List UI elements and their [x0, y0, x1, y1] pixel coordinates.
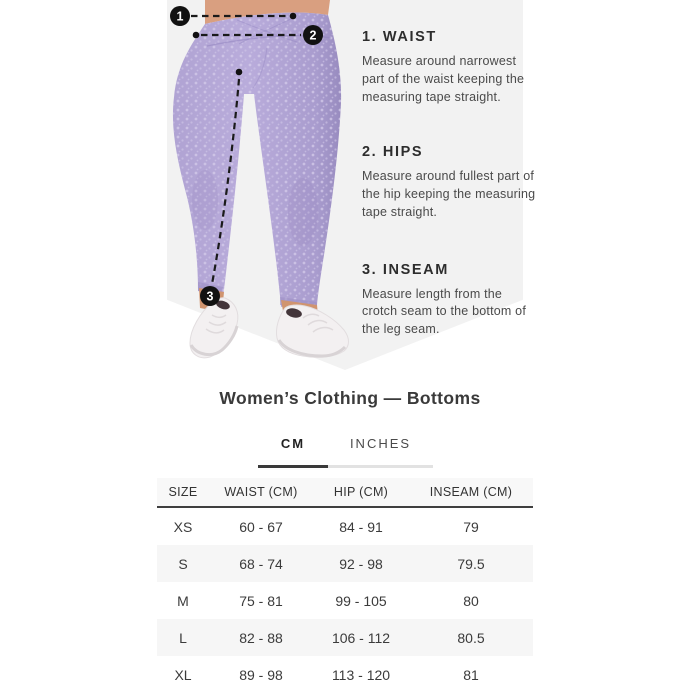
tab-inches-label: INCHES [349, 436, 412, 451]
marker-1-waist [170, 6, 190, 26]
tab-cm-label: CM [280, 436, 306, 451]
instruction-waist-title: 1. WAIST [362, 29, 437, 45]
cell-size: S [178, 555, 188, 572]
marker-1-label: 1 [176, 9, 184, 24]
instruction-waist [362, 29, 538, 106]
marker-2-hips [303, 25, 323, 45]
cell-waist: 75 - 81 [239, 592, 283, 609]
table-header-row [157, 478, 533, 507]
instruction-hips [362, 144, 538, 221]
waist-line-endpoint [290, 13, 297, 20]
column-header-inseam: INSEAM (CM) [409, 478, 533, 507]
cell-hip: 106 - 112 [331, 629, 391, 646]
size-table [157, 478, 533, 693]
cell-inseam: 79.5 [457, 555, 485, 572]
cell-waist: 68 - 74 [239, 555, 283, 572]
cell-waist: 60 - 67 [239, 518, 283, 535]
table-row-l [157, 619, 533, 656]
cell-hip: 84 - 91 [339, 518, 383, 535]
cell-hip: 113 - 120 [331, 666, 391, 683]
page-title: Women’s Clothing — Bottoms [219, 388, 481, 408]
tab-inches[interactable] [328, 432, 433, 468]
cell-inseam: 81 [463, 666, 479, 683]
column-header-waist: WAIST (CM) [209, 478, 313, 507]
cell-waist: 82 - 88 [239, 629, 283, 646]
cell-inseam: 80.5 [457, 629, 485, 646]
tab-cm[interactable] [258, 432, 328, 468]
instruction-waist-body: Measure around narrowest part of the waist keeping the measuring tape straight. [362, 54, 525, 104]
instruction-inseam [362, 262, 538, 339]
cell-inseam: 79 [463, 518, 479, 535]
marker-2-label: 2 [309, 28, 317, 43]
cell-hip: 92 - 98 [339, 555, 383, 572]
cell-size: XS [173, 518, 193, 535]
table-row-xl [157, 656, 533, 693]
instruction-hips-body: Measure around fullest part of the hip keeping the measuring tape straight. [362, 169, 536, 219]
inseam-line-endpoint [236, 69, 243, 76]
table-row-xs [157, 507, 533, 545]
instructions-panel [362, 29, 538, 365]
cell-size: XL [174, 666, 192, 683]
cell-waist: 89 - 98 [239, 666, 283, 683]
table-row-s [157, 545, 533, 582]
marker-3-label: 3 [206, 289, 214, 304]
cell-hip: 99 - 105 [335, 592, 387, 609]
instruction-inseam-body: Measure length from the crotch seam to the bottom of the leg seam. [362, 286, 527, 336]
column-header-size: SIZE [157, 478, 209, 507]
inseam-measure-line [212, 79, 239, 284]
cell-size: L [179, 629, 187, 646]
unit-tabs [258, 432, 433, 468]
instruction-hips-title: 2. HIPS [362, 144, 424, 161]
column-header-hip: HIP (CM) [313, 478, 409, 507]
hip-line-endpoint [193, 32, 200, 39]
cell-inseam: 80 [463, 592, 479, 609]
cell-size: M [177, 592, 189, 609]
instruction-inseam-title: 3. INSEAM [362, 261, 449, 278]
marker-3-inseam [200, 286, 220, 306]
table-row-m [157, 582, 533, 619]
